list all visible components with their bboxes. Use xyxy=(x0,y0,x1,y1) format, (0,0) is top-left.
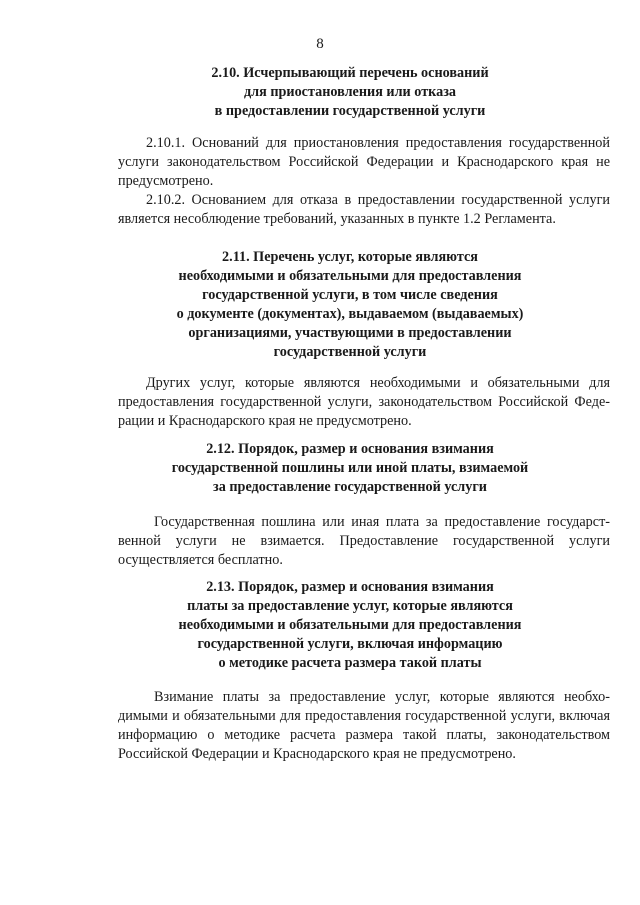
heading-line: для приостановления или отказа xyxy=(243,84,457,100)
page-number: 8 xyxy=(316,36,324,52)
heading-line: платы за предоставление услуг, которые являются xyxy=(187,598,513,614)
section-2-11-heading xyxy=(90,248,610,362)
heading-line: государственной пошлины или иной платы, взимаемой xyxy=(171,460,529,476)
section-2-13-heading xyxy=(90,578,610,673)
text-line: Российской Федерации и Краснодарского края не предусмотрено. xyxy=(118,746,516,762)
text-line: информацию о методике расчета размера такой платы, законодательством xyxy=(118,727,610,743)
heading-line: о документе (документах), выдаваемом (выдаваемых) xyxy=(176,306,524,322)
heading-line: 2.13. Порядок, размер и основания взимания xyxy=(206,579,494,595)
section-2-11-text xyxy=(90,374,610,431)
section-2-13-text xyxy=(90,688,610,764)
heading xyxy=(90,440,610,497)
text-line: димыми и обязательными для предоставления государственной услуги, включая xyxy=(118,708,610,724)
text-line: Других услуг, которые являются необходимыми и обязательными для xyxy=(146,375,610,391)
paragraph-2-10-2 xyxy=(90,191,610,229)
heading-line: организациями, участвующими в предоставлении xyxy=(188,325,512,341)
heading xyxy=(90,64,610,121)
text-line: предоставления государственной услуги, законодательством Российской Феде- xyxy=(118,394,610,410)
heading-line: 2.12. Порядок, размер и основания взимания xyxy=(206,441,494,457)
paragraph-2-13 xyxy=(90,688,610,764)
text-line: 2.10.2. Основанием для отказа в предоставлении государственной услуги xyxy=(146,192,610,208)
section-2-10-heading xyxy=(90,64,610,121)
text-line: 2.10.1. Оснований для приостановления предоставления государственной xyxy=(146,135,610,151)
heading xyxy=(90,578,610,673)
section-2-12-text xyxy=(90,513,610,570)
heading-line: государственной услуги xyxy=(273,344,427,360)
paragraph-2-11 xyxy=(90,374,610,431)
heading-line: о методике расчета размера такой платы xyxy=(218,655,482,671)
heading-line: 2.11. Перечень услуг, которые являются xyxy=(222,249,478,265)
text-line: является несоблюдение требований, указанных в пункте 1.2 Регламента. xyxy=(118,211,556,227)
text-line: венной услуги не взимается. Предоставление государственной услуги xyxy=(118,533,610,549)
text-line: услуги законодательством Российской Федерации и Краснодарского края не xyxy=(118,154,610,170)
text-line: предусмотрено. xyxy=(118,173,214,189)
section-2-12-heading xyxy=(90,440,610,497)
text-line: Государственная пошлина или иная плата за предоставление государст- xyxy=(154,514,610,530)
text-line: осуществляется бесплатно. xyxy=(118,552,283,568)
heading-line: 2.10. Исчерпывающий перечень оснований xyxy=(211,65,489,81)
heading-line: необходимыми и обязательными для предоставления xyxy=(178,617,522,633)
section-2-10-text xyxy=(90,134,610,229)
heading-line: за предоставление государственной услуги xyxy=(213,479,487,495)
paragraph-2-12 xyxy=(90,513,610,570)
text-line: рации и Краснодарского края не предусмотрено. xyxy=(118,413,412,429)
heading-line: необходимыми и обязательными для предоставления xyxy=(178,268,522,284)
heading-line: в предоставлении государственной услуги xyxy=(214,103,486,119)
text-line: Взимание платы за предоставление услуг, которые являются необхо- xyxy=(154,689,610,705)
heading-line: государственной услуги, включая информацию xyxy=(197,636,503,652)
paragraph-2-10-1 xyxy=(90,134,610,191)
heading xyxy=(90,248,610,362)
heading-line: государственной услуги, в том числе сведения xyxy=(202,287,498,303)
